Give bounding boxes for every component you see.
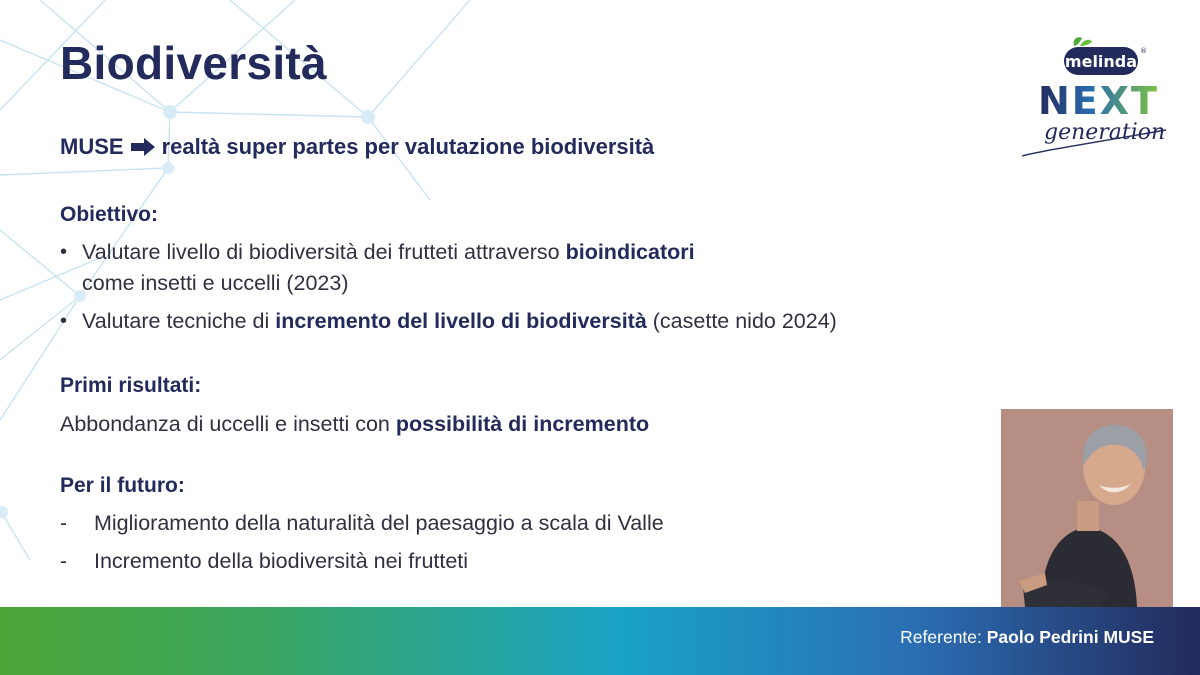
bullet-marker: • xyxy=(60,310,68,332)
future-item-landscape: Miglioramento della naturalità del paesaggio a scala di Valle xyxy=(94,511,664,535)
objective-item-bioindicators xyxy=(82,237,695,299)
referente-name: Paolo Pedrini MUSE xyxy=(986,627,1154,647)
referente-photo xyxy=(1001,409,1173,607)
referente-label: Referente: xyxy=(900,627,987,647)
dash-marker: - xyxy=(60,512,67,535)
muse-description: realtà super partes per valutazione biodiversità xyxy=(161,134,655,159)
objective-item-bold: bioindicatori xyxy=(565,240,695,264)
muse-statement xyxy=(60,134,654,160)
melinda-next-generation-logo xyxy=(1016,34,1176,162)
objective-item-text: Valutare livello di biodiversità dei frutteti attraverso xyxy=(82,240,566,264)
bullet-marker: • xyxy=(60,241,68,263)
referente-credit xyxy=(900,627,1154,648)
future-item-orchards: Incremento della biodiversità nei frutteti xyxy=(94,549,469,573)
right-arrow-icon xyxy=(130,138,156,156)
slide-title: Biodiversità xyxy=(60,37,327,89)
results-text xyxy=(60,409,649,440)
svg-text:NEXT: NEXT xyxy=(1038,79,1159,123)
footer-bar xyxy=(0,607,1200,675)
svg-text:melinda: melinda xyxy=(1064,52,1138,71)
results-text-plain: Abbondanza di uccelli e insetti con xyxy=(60,412,396,436)
muse-label: MUSE xyxy=(60,134,124,159)
objective-item-text: Valutare tecniche di xyxy=(82,309,276,333)
objective-item-text-line2: come insetti e uccelli (2023) xyxy=(82,271,349,295)
objective-item-bold: incremento del livello di biodiversità xyxy=(275,309,647,333)
results-heading: Primi risultati: xyxy=(60,374,202,397)
objective-heading: Obiettivo: xyxy=(60,203,158,226)
person-portrait-icon xyxy=(1001,409,1173,607)
svg-text:generation: generation xyxy=(1044,120,1166,145)
results-text-bold: possibilità di incremento xyxy=(395,412,650,436)
svg-text:®: ® xyxy=(1140,47,1147,55)
future-heading: Per il futuro: xyxy=(60,474,185,497)
objective-item-techniques xyxy=(82,306,837,337)
objective-item-text-post: (casette nido 2024) xyxy=(646,309,837,333)
dash-marker: - xyxy=(60,550,67,573)
